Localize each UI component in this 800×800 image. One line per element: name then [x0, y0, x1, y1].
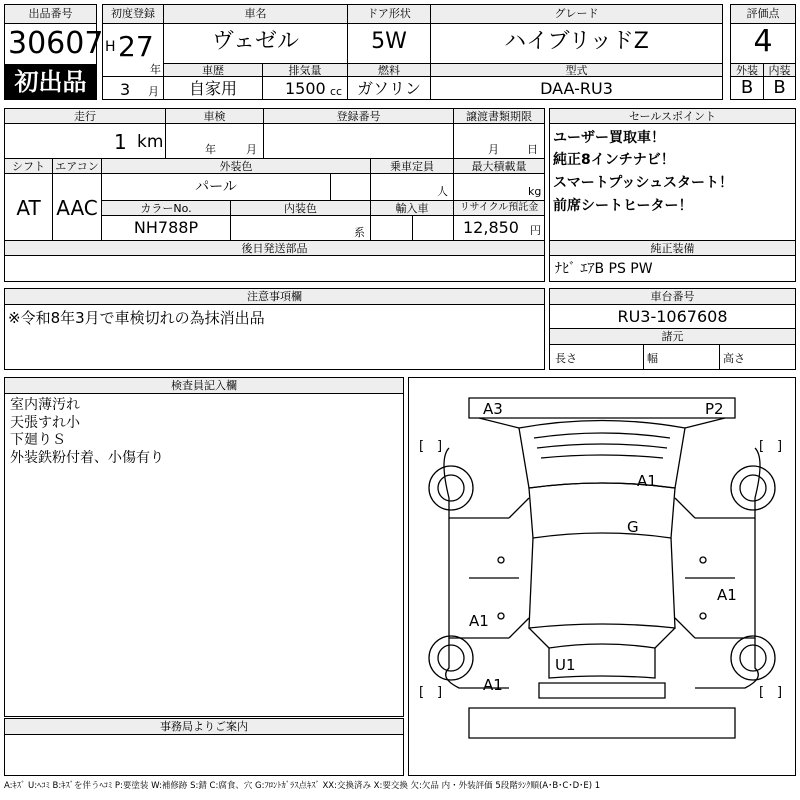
bracket-mark: ]: [777, 685, 783, 700]
car-name: ヴェゼル: [211, 29, 300, 54]
transfer-day-unit: 日: [527, 143, 538, 156]
legend: A:ｷｽﾞ U:ﾍｺﾐ B:ｷｽﾞを伴うﾍｺﾐ P:要塗装 W:補修跡 S:錆 C:腐食、穴 G:ﾌﾛﾝﾄｶﾞﾗｽ点ｷｽﾞ XX:交換済み X:要交換 欠:欠品 内・外装評価 5段階ﾗﾝｸ順(A･B･C･D･E) 1: [4, 781, 601, 791]
score-label: 評価点: [746, 7, 780, 20]
sales-point: スマートプッシュスタート！: [553, 175, 734, 191]
interior-label: 内装: [768, 64, 791, 77]
interior-color-unit: 系: [354, 226, 365, 239]
inspector-note: 天張すれ小: [10, 415, 80, 431]
grade-label: グレード: [554, 7, 599, 20]
exterior-color-label: 外装色: [219, 160, 253, 173]
inspection-month-unit: 月: [246, 143, 257, 156]
month-unit: 月: [148, 85, 159, 98]
inspector-note: 外装鉄粉付着、小傷有り: [10, 450, 164, 466]
capacity-unit: 人: [437, 185, 448, 198]
notes-text: ※令和8年3月で車検切れの為抹消出品: [8, 309, 265, 327]
bracket-mark: [: [759, 439, 765, 454]
bracket-mark: ]: [437, 685, 443, 700]
exterior-label: 外装: [736, 64, 758, 77]
bracket-mark: [: [419, 439, 425, 454]
car-name-label: 車名: [244, 7, 267, 20]
fuel-label: 燃料: [378, 64, 400, 77]
transfer-deadline-label: 譲渡書類期限: [466, 110, 532, 123]
width-label: 幅: [647, 352, 658, 365]
bracket-mark: ]: [437, 439, 443, 454]
mileage-unit: km: [137, 132, 164, 152]
chassis-number: RU3-1067608: [617, 307, 728, 326]
registration-number-label: 登録番号: [336, 110, 381, 123]
damage-mark-rear-left: A1: [483, 676, 503, 694]
shift-label: シフト: [12, 160, 45, 173]
lot-number: 30607: [8, 26, 104, 61]
office-notice-field: [4, 734, 404, 776]
capacity-label: 乗車定員: [390, 160, 434, 173]
interior-grade: B: [773, 77, 786, 98]
damage-mark-front-right: P2: [705, 400, 724, 418]
deferred-parts-field: [4, 255, 545, 282]
sales-point: ユーザー買取車！: [553, 130, 665, 146]
registration-month: 3: [120, 80, 131, 99]
inspection-year-unit: 年: [205, 143, 216, 156]
damage-mark-rear: U1: [555, 656, 576, 674]
first-registration-label: 初度登録: [111, 7, 155, 20]
history-label: 車歴: [202, 64, 224, 77]
registration-year: 27: [118, 30, 154, 63]
sales-point: 前席シートヒーター！: [553, 198, 693, 214]
sales-point: 純正8インチナビ！: [553, 152, 675, 168]
displacement-label: 排気量: [288, 64, 322, 77]
damage-mark-front-left: A3: [483, 400, 503, 418]
inspector-note: 室内薄汚れ: [10, 397, 80, 413]
height-label: 高さ: [723, 352, 745, 365]
car-outline: [409, 378, 795, 775]
mileage-label: 走行: [74, 110, 96, 123]
fuel: ガソリン: [356, 79, 421, 98]
registration-number-field: [263, 123, 454, 159]
bracket-mark: [: [759, 685, 765, 700]
model-code: DAA-RU3: [540, 79, 613, 98]
air-conditioner: AAC: [56, 196, 98, 220]
transfer-month-unit: 月: [488, 143, 499, 156]
lot-number-label: 出品番号: [28, 7, 73, 20]
office-notice-label: 事務局よりご案内: [160, 720, 248, 733]
inspection-label: 車検: [203, 110, 226, 123]
damage-diagram: [408, 377, 796, 776]
notes-label: 注意事項欄: [247, 290, 302, 303]
import-label: 輸入車: [395, 202, 429, 215]
bracket-mark: ]: [777, 439, 783, 454]
max-load-label: 最大積載量: [471, 160, 527, 173]
exterior-grade: B: [740, 77, 754, 98]
door-label: ドア形状: [367, 7, 411, 20]
inspector-note: 下廻りＳ: [10, 432, 66, 448]
equipment: ﾅﾋﾞ ｴｱB PS PW: [555, 261, 653, 277]
recycle-fee: 12,850: [463, 218, 519, 237]
deferred-parts-label: 後日発送部品: [241, 242, 308, 255]
recycle-fee-label: リサイクル預託金: [459, 202, 539, 213]
color-number: NH788P: [133, 218, 199, 237]
era: H: [105, 39, 116, 55]
chassis-number-label: 車台番号: [650, 290, 695, 303]
model-label: 型式: [565, 64, 588, 77]
length-label: 長さ: [555, 352, 577, 365]
color-number-label: カラーNo.: [140, 202, 192, 215]
max-load-unit: kg: [528, 185, 542, 198]
door-type: 5W: [371, 29, 407, 54]
displacement-unit: cc: [330, 85, 343, 98]
mileage: 1: [114, 130, 127, 154]
grade: ハイブリッドZ: [504, 29, 649, 54]
damage-mark-left-side: A1: [469, 612, 489, 630]
inspector-label: 検査員記入欄: [171, 379, 237, 392]
history: 自家用: [188, 79, 237, 98]
exterior-color: パール: [195, 179, 237, 195]
equipment-label: 純正装備: [650, 242, 695, 255]
bracket-mark: [: [419, 685, 425, 700]
damage-mark-right-side: A1: [717, 586, 737, 604]
damage-mark-windshield: G: [627, 518, 639, 536]
sales-points-label: セールスポイント: [628, 110, 716, 123]
interior-color-label: 内装色: [284, 202, 317, 215]
first-listing-badge: 初出品: [14, 68, 87, 96]
ac-label: エアコン: [55, 160, 99, 173]
year-unit: 年: [150, 63, 161, 76]
displacement: 1500: [285, 79, 326, 98]
damage-mark-roof: A1: [637, 472, 657, 490]
score: 4: [753, 24, 773, 59]
shift: AT: [16, 196, 41, 220]
specs-label: 諸元: [661, 330, 684, 343]
recycle-fee-unit: 円: [530, 224, 541, 237]
